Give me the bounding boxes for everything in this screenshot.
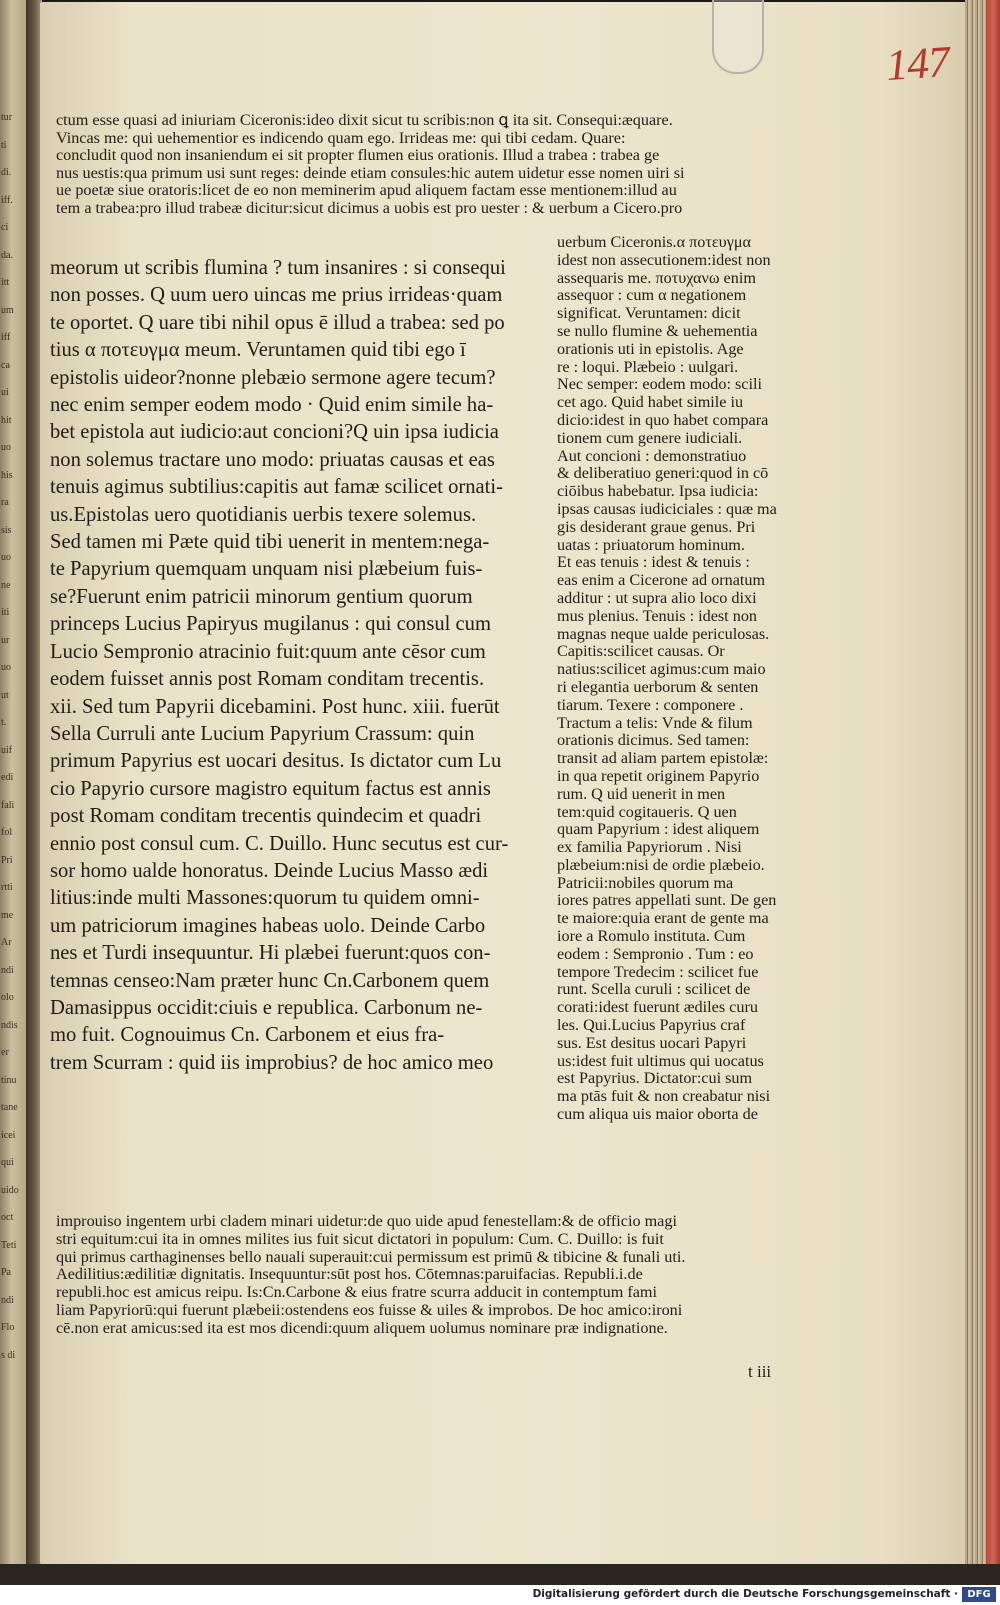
side-commentary-line: sus. Est desitus uocari Papyri	[557, 1033, 747, 1052]
commentary-line: Vincas me: qui uehementior es indicendo quam ego. Irrideas me: qui tibi cedam. Quare:	[56, 128, 626, 147]
side-commentary-line: ri elegantia uerborum & senten	[557, 677, 759, 696]
red-page-edge	[986, 0, 1000, 1585]
main-text-line: post Romam conditam trecentis quindecim et quadri	[50, 805, 482, 828]
side-commentary-line: Patricii:nobiles quorum ma	[557, 873, 734, 892]
main-text-line: us.Epistolas uero quotidianis uerbis texere solemus.	[50, 503, 477, 526]
facing-page-fragment: Flo	[1, 1322, 15, 1333]
main-text-line: meorum ut scribis flumina ? tum insanires : si consequi	[50, 257, 506, 279]
side-commentary-line: Nec semper: eodem modo: scili	[557, 375, 762, 394]
facing-page-fragment: uo	[1, 552, 11, 563]
main-text-line: te oportet. Q uare tibi nihil opus ē illud a trabea: sed po	[50, 311, 505, 334]
facing-page-fragment: ra	[1, 497, 9, 508]
side-commentary-line: magnas neque ualde periculosas.	[557, 624, 770, 643]
dfg-logo: DFG	[962, 1587, 996, 1602]
facing-page-fragment: ndi	[1, 1294, 14, 1306]
main-text-line: non posses. Q uum uero uincas me prius irrideas·quam	[50, 284, 503, 307]
side-commentary-line: gis desiderant graue genus. Pri	[557, 517, 756, 536]
main-text-line: xii. Sed tum Papyrii dicebamini. Post hunc. xiii. fuerūt	[50, 695, 500, 718]
commentary-line: ctum esse quasi ad iniuriam Ciceronis:ideo dixit sicut tu scribis:non ꝗ ita sit. Consequi:æquare.	[56, 111, 673, 129]
commentary-line: stri equitum:cui ita in omnes milites ius fuit sicut dictatori in populum: Cum. C. Duillo: is fuit	[56, 1229, 664, 1248]
side-commentary-line: Aut concioni : demonstratiuo	[557, 446, 747, 465]
facing-page-fragment: uif	[1, 744, 13, 756]
facing-page-fragment: ui	[1, 387, 9, 398]
main-text-line: tius α ποτευγμα meum. Veruntamen quid tibi ego ī	[50, 339, 466, 362]
paper-clip	[712, 0, 764, 74]
commentary-line: nus uestis:qua primum usi sunt reges: deinde etiam consules:hic autem uidetur esse nomen uiri si	[56, 163, 685, 182]
facing-page-fragment: Teti	[1, 1239, 17, 1251]
side-commentary-line: ma ptās fuit & non creabatur nisi	[557, 1087, 771, 1106]
main-text-line: litius:inde multi Massones:quorum tu quidem omni-	[50, 887, 480, 910]
facing-page-fragment: di.	[1, 167, 12, 178]
commentary-line: improuiso ingentem urbi cladem minari uidetur:de quo uide apud fenestellam:& de officio magi	[56, 1212, 677, 1230]
facing-page-fragment: uo	[1, 662, 11, 673]
facing-page-fragment: da.	[1, 249, 13, 261]
side-commentary-line: rum. Q uid uenerit in men	[557, 784, 726, 803]
facing-page-fragment: ca	[1, 359, 10, 371]
side-commentary-line: Capitis:scilicet causas. Or	[557, 642, 725, 661]
side-commentary-line: corati:idest fuerunt ædiles curu	[557, 998, 758, 1017]
commentary-line: cē.non erat amicus:sed ita est mos dicendi:quum aliquem uolumus nominare præ indignatione.	[56, 1318, 668, 1337]
facing-page-fragment: iff	[1, 332, 11, 343]
commentary-line: Aedilitius:ædilitiæ dignitatis. Insequuntur:sūt post hos. Cōtemnas:paruifacias. Republi.i.de	[56, 1265, 643, 1284]
facing-page-fragment: olo	[1, 992, 14, 1003]
facing-page-fragment: fol	[1, 827, 13, 838]
side-commentary-line: assequaris me. ποτυχανω enim	[557, 268, 756, 287]
side-commentary-line: les. Qui.Lucius Papyrius craf	[557, 1016, 746, 1035]
main-text-line: Lucio Sempronio atracinio fuit:quum ante cēsor cum	[50, 640, 486, 663]
commentary-line: tem a trabea:pro illud trabeæ dicitur:sicut dicimus a uobis est pro uester : & uerbum a Cicero.pro	[56, 198, 683, 217]
side-commentary-line: assequor : cum α negationem	[557, 286, 747, 305]
side-commentary-line: dicio:idest in quo habet compara	[557, 410, 769, 429]
side-commentary-line: significat. Veruntamen: dicit	[557, 304, 741, 323]
side-commentary-line: quam Papyrium : idest aliquem	[557, 820, 760, 839]
main-text-line: sor homo ualde honoratus. Deinde Lucius Masso ædi	[50, 859, 489, 882]
main-text-line: Damasippus occidit:ciuis e republica. Carbonum ne-	[50, 996, 483, 1019]
facing-page-fragment: icei	[1, 1129, 16, 1141]
main-text-line: trem Scurram : quid iis improbius? de hoc amico meo	[50, 1051, 494, 1074]
facing-page-fragment: er	[1, 1047, 9, 1058]
commentary-line: liam Papyriorū:qui fuerunt plæbeii:ostendens eos fuisse & uiles & improbos. De hoc amico:ironi	[56, 1300, 683, 1319]
facing-page-fragment: Pa	[1, 1267, 11, 1278]
facing-page-fragment: ur	[1, 634, 10, 646]
commentary-top	[56, 112, 685, 218]
main-text-line: eodem fuisset annis post Romam conditam trecentis.	[50, 668, 485, 691]
side-commentary-line: Tractum a telis: Vnde & filum	[557, 713, 753, 732]
footer-bar	[0, 1585, 1000, 1605]
facing-page-fragment: me	[1, 909, 14, 921]
side-commentary-line: eas enim a Cicerone ad ornatum	[557, 571, 766, 590]
main-text-line: temnas censeo:Nam præter hunc Cn.Carbonem quem	[50, 969, 490, 992]
side-commentary-line: uerbum Ciceronis.α ποτευγμα	[557, 233, 752, 251]
main-text-line: ennio post consul cum. C. Duillo. Hunc secutus est cur-	[50, 832, 509, 855]
side-commentary-line: iores patres appellati sunt. De gen	[557, 891, 777, 910]
facing-page-fragment: iti	[1, 607, 10, 618]
facing-page-fragment: ndis	[1, 1019, 18, 1031]
facing-page-fragment: s di	[1, 1349, 16, 1361]
facing-page-fragment: hit	[1, 414, 12, 426]
commentary-bottom	[56, 1213, 685, 1338]
main-text-line: um patriciorum imagines habeas uolo. Deinde Carbo	[50, 914, 486, 937]
facing-page-fragment: Ar	[1, 937, 12, 948]
facing-page-fragment: uido	[1, 1184, 19, 1196]
main-text-line: nes et Turdi insequuntur. Hi plæbei fuerunt:quos con-	[50, 942, 491, 965]
side-commentary-line: additur : ut supra alio loco dixi	[557, 588, 757, 607]
facing-page-fragment: oct	[1, 1212, 14, 1223]
side-commentary-line: est Papyrius. Dictator:cui sum	[557, 1069, 753, 1088]
main-text-column	[50, 255, 508, 1077]
main-text-line: princeps Lucius Papiryus mugilanus : qui consul cum	[50, 613, 491, 636]
facing-page-fragment: qui	[1, 1157, 14, 1168]
facing-page-fragment: rtti	[1, 882, 13, 893]
side-commentary-column	[557, 234, 777, 1124]
facing-page-fragment: ut	[1, 689, 9, 701]
main-text-line: mo fuit. Cognouimus Cn. Carbonem et eius fra-	[50, 1024, 445, 1047]
facing-page-fragment: ne	[1, 579, 11, 591]
facing-page-fragment: t.	[1, 717, 7, 728]
side-commentary-line: tionem cum genere iudiciali.	[557, 428, 743, 447]
side-commentary-line: & deliberatiuo generi:quod in cō	[557, 464, 769, 483]
facing-page-fragment: Pri	[1, 854, 13, 866]
facing-page-fragment: iff.	[1, 194, 13, 206]
side-commentary-line: cum aliqua uis maior oborta de	[557, 1105, 758, 1124]
main-text-line: nec enim semper eodem modo · Quid enim simile ha-	[50, 394, 494, 417]
side-commentary-line: eodem : Sempronio . Tum : eo	[557, 944, 754, 963]
side-commentary-line: in qua repetit originem Papyrio	[557, 766, 760, 785]
main-text-line: te Papyrium quemquam unquam nisi plæbeium fuis-	[50, 558, 483, 581]
facing-page-fragment: ci	[1, 222, 9, 233]
main-text-line: Sed tamen mi Pæte quid tibi uenerit in mentem:nega-	[50, 531, 490, 554]
side-commentary-line: se nullo flumine & uehementia	[557, 321, 758, 340]
funding-credit: Digitalisierung gefördert durch die Deutsche Forschungsgemeinschaft ·	[532, 1588, 958, 1600]
side-commentary-line: re : loqui. Plæbeio : uulgari.	[557, 357, 739, 376]
facing-page-fragment: itt	[1, 277, 10, 288]
facing-page-fragment: tinu	[1, 1074, 17, 1086]
side-commentary-line: orationis uti in epistolis. Age	[557, 339, 744, 358]
commentary-line: concludit quod non insaniendum ei sit propter flumen eius orationis. Illud a trabea : trabea ge	[56, 146, 660, 165]
facing-page-fragment: his	[1, 469, 13, 481]
main-text-line: epistolis uideor?nonne plebæio sermone agere tecum?	[50, 366, 496, 389]
side-commentary-line: plæbeium:nisi de ordie plæbeio.	[557, 855, 765, 874]
facing-page-fragment: um	[1, 304, 14, 316]
main-text-line: tenuis agimus subtilius:capitis aut famæ scilicet ornati-	[50, 476, 503, 499]
side-commentary-line: tempore Tredecim : scilicet fue	[557, 962, 759, 981]
side-commentary-line: ciōibus habebatur. Ipsa iudicia:	[557, 482, 759, 501]
main-text-line: cio Papyrio cursore magistro equitum factus est annis	[50, 777, 491, 800]
main-text-line: bet epistola aut iudicio:aut concioni?Q uin ipsa iudicia	[50, 421, 499, 444]
side-commentary-line: tiarum. Texere : componere .	[557, 695, 744, 714]
main-text-line: se?Fuerunt enim patricii minorum gentium quorum	[50, 585, 473, 608]
facing-page-fragment: uo	[1, 442, 11, 453]
side-commentary-line: ex familia Papyriorum . Nisi	[557, 838, 742, 857]
facing-page-fragment: ti	[1, 139, 7, 151]
side-commentary-line: runt. Scella curuli : scilicet de	[557, 980, 751, 999]
commentary-line: ue poetæ siue oratoris:licet de eo non meminerim apud aliquem factam esse mentionem:illud au	[56, 181, 677, 200]
facing-page-fragment: tane	[1, 1102, 18, 1113]
facing-page-fragment: edi	[1, 772, 14, 783]
scan-bottom-border	[0, 1564, 1000, 1585]
facing-page-fragment: fali	[1, 799, 15, 811]
facing-page-fragment: tur	[1, 112, 13, 123]
side-commentary-line: tem:quid cogitaueris. Q uen	[557, 802, 737, 821]
facing-page-fragment: sis	[1, 524, 12, 536]
main-text-line: Sella Curruli ante Lucium Papyrium Crassum: quin	[50, 722, 475, 745]
commentary-line: republi.hoc est amicus reipu. Is:Cn.Carbone & eius fratre scurra adducit in contemptum fami	[56, 1283, 658, 1302]
side-commentary-line: transit ad aliam partem epistolæ:	[557, 749, 769, 768]
side-commentary-line: mus plenius. Tenuis : idest non	[557, 606, 758, 625]
side-commentary-line: uatas : priuatorum hominum.	[557, 535, 745, 554]
side-commentary-line: natius:scilicet agimus:cum maio	[557, 660, 766, 679]
main-text-line: primum Papyrius est uocari desitus. Is dictator cum Lu	[50, 750, 502, 773]
main-text-line: non solemus tractare uno modo: priuatas causas et eas	[50, 448, 495, 471]
signature-mark: t iii	[748, 1362, 772, 1381]
side-commentary-line: idest non assecutionem:idest non	[557, 250, 771, 269]
facing-page-fragment: ndi	[1, 964, 14, 976]
commentary-line: qui primus carthaginenses bello nauali superauit:cui permissum est primū & tibicine & funali uti.	[56, 1247, 686, 1266]
side-commentary-line: cet ago. Quid habet simile iu	[557, 393, 744, 412]
side-commentary-line: ipsas causas iudiciciales : quæ ma	[557, 499, 777, 518]
folio-number: 147	[884, 36, 951, 91]
side-commentary-line: iore a Romulo instituta. Cum	[557, 927, 746, 946]
side-commentary-line: te maiore:quia erant de gente ma	[557, 909, 769, 928]
side-commentary-line: Et eas tenuis : idest & tenuis :	[557, 553, 750, 572]
facing-page-edge	[0, 0, 26, 1585]
side-commentary-line: orationis dicimus. Sed tamen:	[557, 731, 750, 750]
side-commentary-line: us:idest fuit ultimus qui uocatus	[557, 1051, 764, 1070]
